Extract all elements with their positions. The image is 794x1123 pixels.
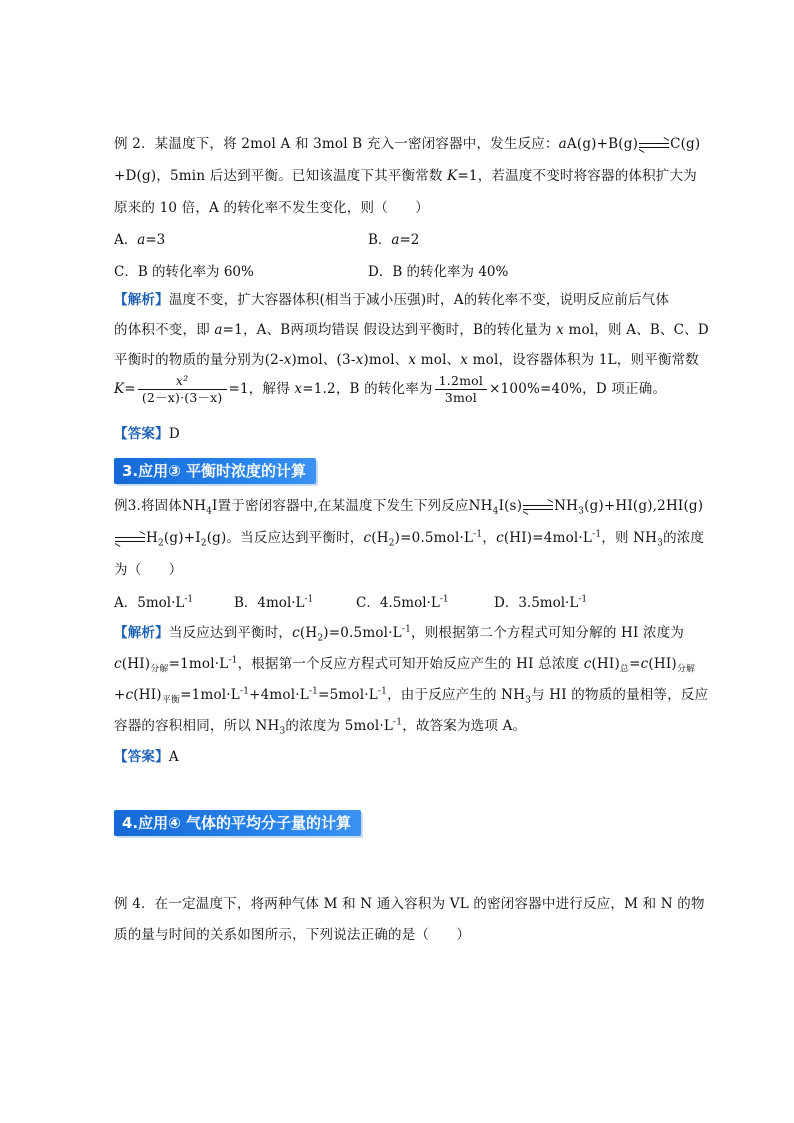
ex4-line2: 质的量与时间的关系如图所示，下列说法正确的是（ ）: [114, 927, 471, 943]
ex3-analysis-line2: $c(HI)_{分解}=1mol\cdot L^{-1}$，根据第一个反应方程式可知开始反应产生的 HI 总浓度 $c(HI)_总=c(HI)_{分解}$: [114, 655, 696, 675]
section-banner-4: 4.应用④ 气体的平均分子量的计算: [114, 810, 361, 836]
equilibrium-constant-fraction: $\frac{\text{x²}}{(2-x)\cdot(3-x)}$: [138, 373, 227, 406]
ex2-analysis-line2: 的体积不变，即 a=1，A、B两项均错误 假设达到平衡时，B的转化量为 x mol，则 A、B、C、D: [114, 322, 709, 338]
equilibrium-arrow-icon: [115, 534, 145, 544]
answer-tag: 【答案】: [114, 426, 169, 442]
ex2-analysis-line1: 【解析】温度不变，扩大容器体积(相当于减小压强)时，A的转化率不变，说明反应前后气体: [114, 292, 670, 308]
ex3-line2: $H_2(g)+I_2(g)$。当反应达到平衡时，$c(H_2)=0.5mol\cdot L^{-1}$，$c(HI)=4mol\cdot L^{-1}$，则 $NH_3$的浓度: [114, 528, 704, 548]
ex2-analysis-line4: K= $\frac{\text{x²}}{(2-x)\cdot(3-x)}$ =1，解得 x=1.2，B 的转化率为 $\frac{\text{1.2mol}}{\text{3mol}}$ ×100%=40%，D 项正确。: [114, 373, 667, 405]
ex2-option-a: A．a=3: [114, 232, 166, 248]
ex3-line3: 为（ ）: [114, 562, 183, 578]
ex4-line1: 例 4．在一定温度下，将两种气体 M 和 N 通入容积为 VL 的密闭容器中进行反应，M 和 N 的物: [114, 896, 705, 912]
equilibrium-arrow-icon: [639, 140, 669, 150]
conversion-fraction: $\frac{\text{1.2mol}}{\text{3mol}}$: [435, 373, 487, 406]
ex3-option-d: D．$3.5mol\cdot L^{-1}$: [494, 594, 588, 611]
analysis-tag: 【解析】: [114, 292, 169, 308]
ex3-option-c: C．$4.5mol\cdot L^{-1}$: [356, 594, 449, 611]
answer-tag: 【答案】: [114, 749, 169, 765]
ex2-option-b: B．a=2: [368, 232, 420, 248]
ex3-line1: 例3.将固体$NH_4I$置于密闭容器中,在某温度下发生下列反应$NH_4I(s)$ $NH_3(g)+HI(g),2HI(g)$: [114, 498, 704, 517]
section-banner-3: 3.应用③ 平衡时浓度的计算: [114, 458, 316, 484]
ex2-line2: +D(g)，5min 后达到平衡。已知该温度下其平衡常数 K=1，若温度不变时将容器的体积扩大为: [114, 168, 697, 184]
analysis-tag: 【解析】: [114, 625, 169, 641]
ex3-option-a: A．$5mol\cdot L^{-1}$: [114, 594, 194, 611]
ex3-analysis-line1: 【解析】当反应达到平衡时，$c(H_2)=0.5mol\cdot L^{-1}$，则根据第二个方程式可知分解的 HI 浓度为: [114, 624, 685, 644]
ex2-line3: 原来的 10 倍，A 的转化率不发生变化，则（ ）: [114, 200, 430, 216]
ex3-answer: 【答案】A: [114, 749, 179, 765]
ex3-analysis-line3: $+c(HI)_{平衡}=1mol\cdot L^{-1}+4mol\cdot L^{-1}=5mol\cdot L^{-1}$，由于反应产生的 $NH_3$与 HI 的物质的量相等，反应: [114, 686, 709, 706]
equilibrium-arrow-icon: [523, 502, 553, 512]
ex2-analysis-line3: 平衡时的物质的量分别为(2-x)mol、(3-x)mol、x mol、x mol，设容器体积为 1L，则平衡常数: [114, 352, 700, 368]
ex2-option-d: D．B 的转化率为 40%: [368, 264, 509, 280]
ex2-line1: 例 2．某温度下，将 2mol A 和 3mol B 充入一密闭容器中，发生反应：aA(g)+B(g) C(g): [114, 136, 701, 152]
ex3-analysis-line4: 容器的容积相同，所以 $NH_3$的浓度为 $5mol\cdot L^{-1}$，故答案为选项 A。: [114, 717, 527, 737]
ex3-option-b: B．$4mol\cdot L^{-1}$: [234, 594, 314, 611]
ex2-option-c: C．B 的转化率为 60%: [114, 264, 254, 280]
ex2-answer: 【答案】D: [114, 426, 180, 442]
